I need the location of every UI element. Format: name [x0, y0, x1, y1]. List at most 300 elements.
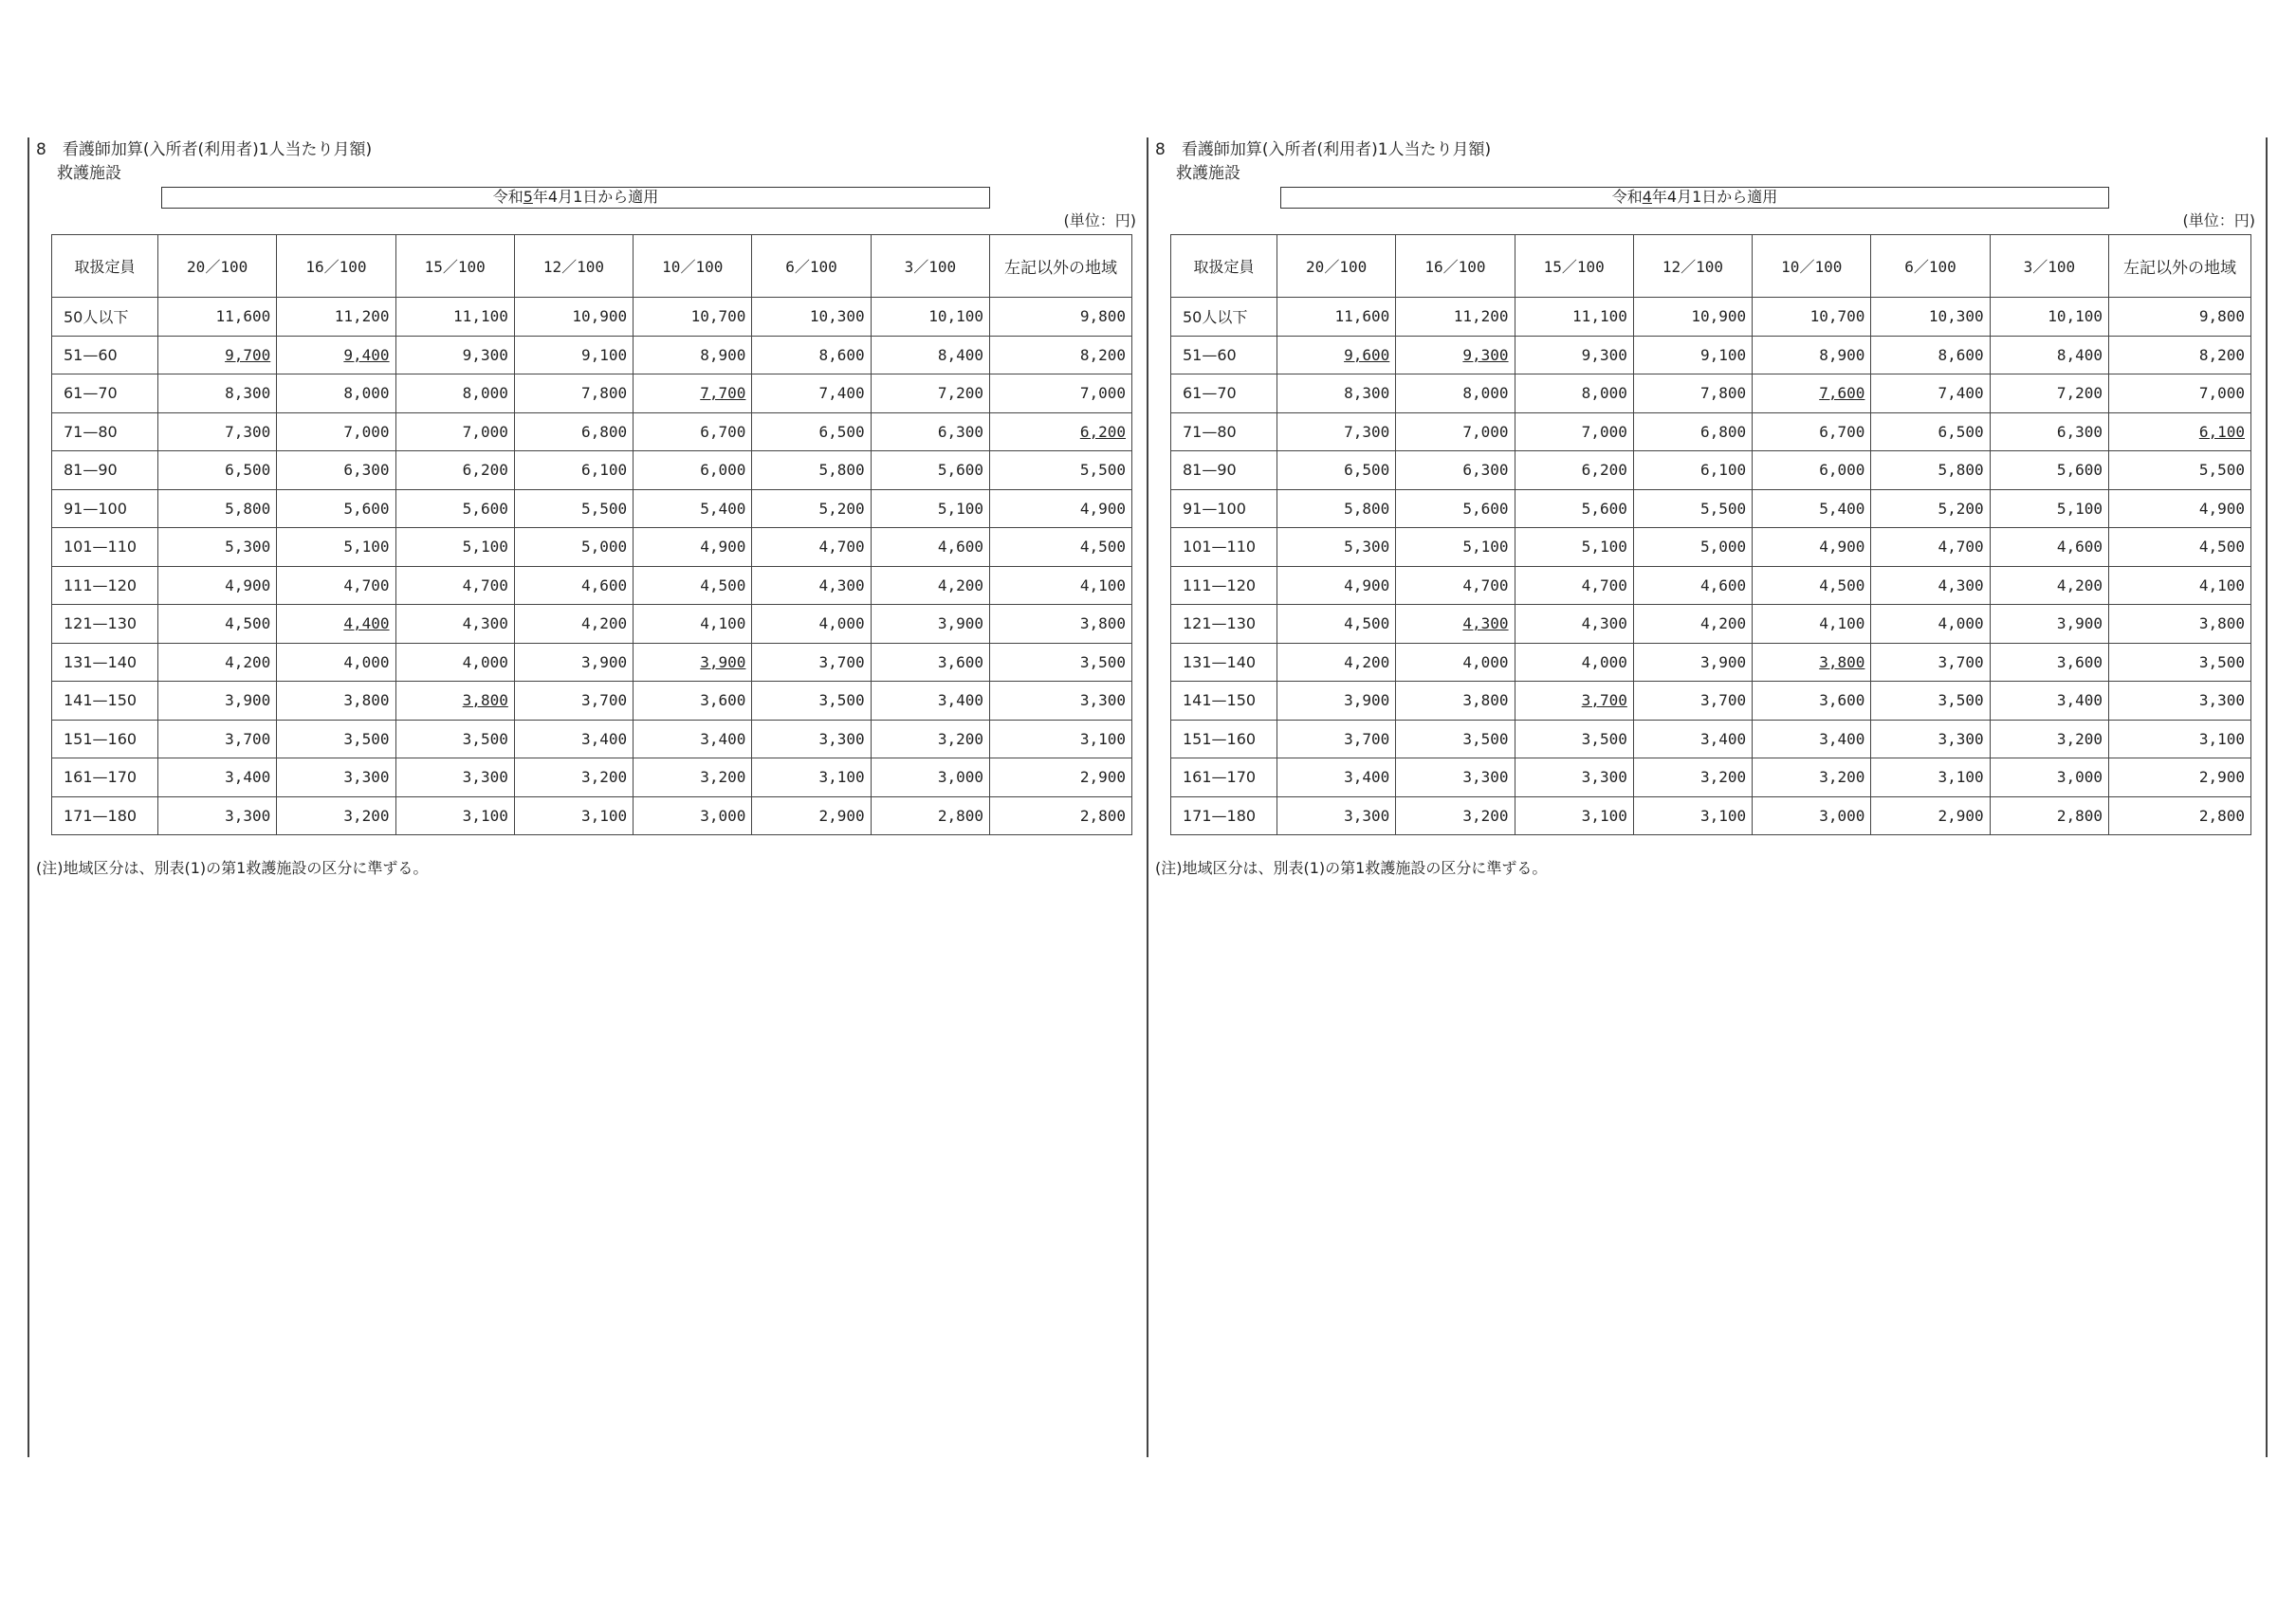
rate-cell: 4,300 — [1515, 605, 1633, 644]
rate-cell: 7,000 — [395, 412, 514, 451]
rate-cell: 4,000 — [752, 605, 871, 644]
rate-cell: 4,100 — [2109, 566, 2251, 605]
rate-cell: 3,700 — [1871, 643, 1990, 682]
rate-cell: 4,000 — [1515, 643, 1633, 682]
rate-cell: 6,800 — [1633, 412, 1752, 451]
rate-cell: 4,100 — [1753, 605, 1871, 644]
rate-cell: 6,300 — [1396, 451, 1515, 490]
rate-cell: 3,100 — [2109, 720, 2251, 758]
rate-cell: 8,600 — [1871, 336, 1990, 374]
rate-cell: 4,000 — [277, 643, 395, 682]
rate-cell: 3,900 — [1633, 643, 1752, 682]
rate-cell: 3,300 — [990, 682, 1132, 721]
rate-cell: 4,500 — [1277, 605, 1396, 644]
rate-cell: 5,500 — [2109, 451, 2251, 490]
rate-cell: 5,200 — [752, 489, 871, 528]
rate-cell: 3,200 — [1990, 720, 2108, 758]
capacity-cell: 51—60 — [52, 336, 158, 374]
rate-cell: 3,500 — [990, 643, 1132, 682]
table-row — [1171, 528, 2251, 567]
rate-cell: 3,200 — [1396, 796, 1515, 835]
rate-cell: 11,200 — [1396, 298, 1515, 337]
rate-cell: 6,300 — [277, 451, 395, 490]
capacity-cell: 50人以下 — [1171, 298, 1277, 337]
rate-cell: 6,200 — [395, 451, 514, 490]
rate-cell — [1277, 336, 1396, 374]
capacity-cell: 141—150 — [1171, 682, 1277, 721]
table-row — [1171, 298, 2251, 337]
rate-cell: 3,400 — [158, 758, 277, 797]
rate-cell: 3,700 — [158, 720, 277, 758]
header-rate-6: 6／100 — [752, 235, 871, 298]
rate-cell: 3,100 — [752, 758, 871, 797]
rate-cell: 4,500 — [1753, 566, 1871, 605]
changed-value: 7,700 — [700, 384, 746, 403]
rate-cell: 3,200 — [277, 796, 395, 835]
rate-cell: 6,700 — [1753, 412, 1871, 451]
rate-cell — [158, 336, 277, 374]
header-rate-5: 10／100 — [634, 235, 752, 298]
rate-cell: 3,000 — [634, 796, 752, 835]
rate-cell: 8,000 — [1515, 374, 1633, 413]
rate-cell: 3,400 — [634, 720, 752, 758]
rate-cell: 7,200 — [1990, 374, 2108, 413]
rate-cell: 4,700 — [277, 566, 395, 605]
rate-cell: 3,400 — [1633, 720, 1752, 758]
rate-cell: 3,800 — [990, 605, 1132, 644]
rate-cell: 10,700 — [634, 298, 752, 337]
rate-cell: 6,100 — [1633, 451, 1752, 490]
rate-cell: 6,500 — [1871, 412, 1990, 451]
rate-cell: 9,800 — [2109, 298, 2251, 337]
panel-previous-rates — [1155, 137, 2255, 877]
table-row — [1171, 758, 2251, 797]
rate-cell: 9,100 — [514, 336, 633, 374]
rate-cell: 4,100 — [634, 605, 752, 644]
rate-cell: 3,200 — [871, 720, 989, 758]
capacity-cell: 91—100 — [52, 489, 158, 528]
right-margin-line — [2266, 137, 2268, 1457]
rate-cell: 4,600 — [1633, 566, 1752, 605]
capacity-cell: 161—170 — [1171, 758, 1277, 797]
capacity-cell: 131—140 — [1171, 643, 1277, 682]
capacity-cell: 151—160 — [52, 720, 158, 758]
rate-cell: 8,200 — [2109, 336, 2251, 374]
rate-cell: 8,400 — [871, 336, 989, 374]
rate-cell: 3,500 — [277, 720, 395, 758]
rate-cell: 5,300 — [158, 528, 277, 567]
rate-cell: 5,200 — [1871, 489, 1990, 528]
rate-cell: 8,900 — [1753, 336, 1871, 374]
capacity-cell: 81—90 — [52, 451, 158, 490]
rate-cell: 4,700 — [395, 566, 514, 605]
capacity-cell: 121—130 — [52, 605, 158, 644]
rate-cell: 8,000 — [1396, 374, 1515, 413]
rate-cell: 5,100 — [395, 528, 514, 567]
table-row — [52, 489, 1132, 528]
rate-cell: 10,700 — [1753, 298, 1871, 337]
left-margin-line — [28, 137, 29, 1457]
rate-cell: 10,900 — [514, 298, 633, 337]
capacity-cell: 51—60 — [1171, 336, 1277, 374]
rate-cell: 7,200 — [871, 374, 989, 413]
header-rate-5: 10／100 — [1753, 235, 1871, 298]
table-row — [52, 566, 1132, 605]
rate-cell: 7,800 — [514, 374, 633, 413]
capacity-cell: 161—170 — [52, 758, 158, 797]
changed-value: 3,900 — [700, 652, 746, 671]
changed-value: 9,700 — [225, 345, 271, 364]
section-heading: 8 看護師加算(入所者(利用者)1人当たり月額) — [36, 140, 373, 159]
rate-cell: 9,100 — [1633, 336, 1752, 374]
rate-cell: 3,500 — [752, 682, 871, 721]
rate-cell: 3,500 — [1871, 682, 1990, 721]
rate-cell: 3,200 — [1633, 758, 1752, 797]
rate-cell: 6,700 — [634, 412, 752, 451]
footnote: (注)地域区分は、別表(1)の第1救護施設の区分に準ずる。 — [1155, 859, 1548, 877]
rate-cell: 3,500 — [395, 720, 514, 758]
rate-cell: 4,500 — [634, 566, 752, 605]
rate-cell: 6,000 — [634, 451, 752, 490]
rate-cell — [990, 412, 1132, 451]
rate-cell: 3,900 — [514, 643, 633, 682]
rate-cell: 2,900 — [752, 796, 871, 835]
rate-cell — [277, 336, 395, 374]
changed-value: 9,600 — [1344, 345, 1390, 364]
header-rate-4: 12／100 — [514, 235, 633, 298]
capacity-cell: 111—120 — [52, 566, 158, 605]
rate-cell: 7,300 — [158, 412, 277, 451]
table-row — [1171, 412, 2251, 451]
header-rate-8: 左記以外の地域 — [990, 235, 1132, 298]
rate-cell: 8,000 — [395, 374, 514, 413]
rate-cell: 3,100 — [990, 720, 1132, 758]
rates-table — [51, 234, 1132, 835]
header-rate-2: 16／100 — [277, 235, 395, 298]
rate-cell: 10,100 — [1990, 298, 2108, 337]
header-row — [52, 235, 1132, 298]
rate-cell: 3,900 — [1990, 605, 2108, 644]
rates-table — [1170, 234, 2251, 835]
rate-cell — [395, 682, 514, 721]
rate-cell: 4,700 — [1515, 566, 1633, 605]
rate-cell: 8,900 — [634, 336, 752, 374]
rate-cell: 5,100 — [1990, 489, 2108, 528]
capacity-cell: 171—180 — [1171, 796, 1277, 835]
rate-cell: 2,800 — [1990, 796, 2108, 835]
facility-label: 救護施設 — [1176, 164, 1240, 183]
rate-cell: 3,100 — [1515, 796, 1633, 835]
capacity-cell: 61—70 — [52, 374, 158, 413]
capacity-cell: 151—160 — [1171, 720, 1277, 758]
capacity-cell: 101—110 — [52, 528, 158, 567]
rate-cell: 4,200 — [158, 643, 277, 682]
rate-cell — [634, 643, 752, 682]
rate-cell: 7,800 — [1633, 374, 1752, 413]
rate-cell: 3,500 — [2109, 643, 2251, 682]
rate-cell: 4,700 — [1396, 566, 1515, 605]
rate-cell — [1753, 374, 1871, 413]
rate-cell: 9,300 — [395, 336, 514, 374]
period-suffix: 年4月1日から適用 — [1651, 188, 1778, 206]
rate-cell: 2,900 — [2109, 758, 2251, 797]
rate-cell: 3,900 — [1277, 682, 1396, 721]
rate-cell: 4,100 — [990, 566, 1132, 605]
rate-cell: 5,500 — [990, 451, 1132, 490]
rate-cell: 4,600 — [514, 566, 633, 605]
header-rate-8: 左記以外の地域 — [2109, 235, 2251, 298]
table-row — [52, 451, 1132, 490]
rate-cell: 5,600 — [395, 489, 514, 528]
capacity-cell: 121—130 — [1171, 605, 1277, 644]
rate-cell: 7,400 — [752, 374, 871, 413]
rate-cell: 6,500 — [158, 451, 277, 490]
rate-cell: 5,100 — [1515, 528, 1633, 567]
rate-cell: 4,000 — [395, 643, 514, 682]
rate-cell: 5,800 — [1277, 489, 1396, 528]
rate-cell: 3,400 — [514, 720, 633, 758]
rate-cell: 3,700 — [1633, 682, 1752, 721]
changed-value: 6,200 — [1079, 422, 1126, 441]
rate-cell: 10,300 — [1871, 298, 1990, 337]
rate-cell: 10,100 — [871, 298, 989, 337]
effective-period-box — [161, 187, 990, 209]
rate-cell: 3,200 — [514, 758, 633, 797]
rate-cell: 8,200 — [990, 336, 1132, 374]
rate-cell: 3,600 — [1753, 682, 1871, 721]
rate-cell: 4,300 — [395, 605, 514, 644]
capacity-cell: 141—150 — [52, 682, 158, 721]
period-prefix: 令和 — [1611, 188, 1643, 206]
rate-cell: 4,300 — [752, 566, 871, 605]
rate-cell: 3,300 — [1871, 720, 1990, 758]
rate-cell: 4,900 — [158, 566, 277, 605]
rate-cell: 4,200 — [1277, 643, 1396, 682]
capacity-cell: 50人以下 — [52, 298, 158, 337]
rate-cell: 6,300 — [871, 412, 989, 451]
header-capacity: 取扱定員 — [52, 235, 158, 298]
table-row — [1171, 643, 2251, 682]
rate-cell: 5,500 — [514, 489, 633, 528]
rate-cell: 2,900 — [990, 758, 1132, 797]
rate-cell: 5,100 — [871, 489, 989, 528]
rate-cell: 3,900 — [871, 605, 989, 644]
rate-cell: 7,000 — [277, 412, 395, 451]
rate-cell: 7,000 — [2109, 374, 2251, 413]
table-row — [52, 682, 1132, 721]
table-row — [52, 374, 1132, 413]
rate-cell: 3,700 — [752, 643, 871, 682]
rate-cell: 3,700 — [1277, 720, 1396, 758]
rate-cell: 6,200 — [1515, 451, 1633, 490]
header-rate-2: 16／100 — [1396, 235, 1515, 298]
table-row — [52, 720, 1132, 758]
rate-cell: 3,200 — [1753, 758, 1871, 797]
changed-value: 6,100 — [2198, 422, 2245, 441]
rate-cell: 6,000 — [1753, 451, 1871, 490]
rate-cell: 5,800 — [1871, 451, 1990, 490]
effective-period-box — [1280, 187, 2109, 209]
rate-cell: 5,000 — [1633, 528, 1752, 567]
header-capacity: 取扱定員 — [1171, 235, 1277, 298]
capacity-cell: 71—80 — [52, 412, 158, 451]
table-row — [52, 605, 1132, 644]
rate-cell: 11,100 — [395, 298, 514, 337]
center-divider-line — [1147, 137, 1148, 1457]
rate-cell: 3,300 — [395, 758, 514, 797]
rate-cell: 3,800 — [2109, 605, 2251, 644]
rate-cell — [277, 605, 395, 644]
changed-value: 4,400 — [343, 614, 390, 633]
table-row — [1171, 451, 2251, 490]
capacity-cell: 71—80 — [1171, 412, 1277, 451]
period-suffix: 年4月1日から適用 — [532, 188, 659, 206]
period-era-year: 4 — [1642, 188, 1652, 206]
rate-cell: 5,600 — [1396, 489, 1515, 528]
rate-cell — [1515, 682, 1633, 721]
rate-cell: 4,600 — [1990, 528, 2108, 567]
footnote: (注)地域区分は、別表(1)の第1救護施設の区分に準ずる。 — [36, 859, 429, 877]
rate-cell: 6,800 — [514, 412, 633, 451]
rate-cell: 2,800 — [871, 796, 989, 835]
table-row — [1171, 605, 2251, 644]
rate-cell: 5,300 — [1277, 528, 1396, 567]
rate-cell: 3,300 — [158, 796, 277, 835]
rate-cell: 3,400 — [1990, 682, 2108, 721]
rate-cell: 3,700 — [514, 682, 633, 721]
rate-cell: 4,600 — [871, 528, 989, 567]
table-row — [1171, 720, 2251, 758]
rate-cell: 3,100 — [1633, 796, 1752, 835]
changed-value: 9,400 — [343, 345, 390, 364]
rate-cell — [2109, 412, 2251, 451]
rate-cell: 3,500 — [1396, 720, 1515, 758]
rate-cell: 3,300 — [1277, 796, 1396, 835]
rate-cell: 7,000 — [1515, 412, 1633, 451]
rate-cell: 4,200 — [1990, 566, 2108, 605]
rate-cell: 4,500 — [158, 605, 277, 644]
rate-cell: 3,800 — [1396, 682, 1515, 721]
rate-cell: 5,600 — [1990, 451, 2108, 490]
changed-value: 3,700 — [1581, 691, 1627, 710]
table-row — [1171, 374, 2251, 413]
rate-cell — [1396, 336, 1515, 374]
table-row — [52, 528, 1132, 567]
rate-cell: 6,500 — [1277, 451, 1396, 490]
rate-cell: 3,400 — [871, 682, 989, 721]
table-row — [1171, 489, 2251, 528]
header-rate-3: 15／100 — [1515, 235, 1633, 298]
rate-cell: 3,300 — [752, 720, 871, 758]
table-row — [52, 643, 1132, 682]
rate-cell: 6,500 — [752, 412, 871, 451]
changed-value: 3,800 — [1819, 652, 1865, 671]
rate-cell: 4,900 — [990, 489, 1132, 528]
header-rate-3: 15／100 — [395, 235, 514, 298]
rate-cell: 4,700 — [1871, 528, 1990, 567]
table-row — [1171, 682, 2251, 721]
capacity-cell: 111—120 — [1171, 566, 1277, 605]
rate-cell: 5,600 — [1515, 489, 1633, 528]
rate-cell: 3,600 — [1990, 643, 2108, 682]
header-rate-4: 12／100 — [1633, 235, 1752, 298]
rate-cell: 3,400 — [1277, 758, 1396, 797]
rate-cell: 3,600 — [871, 643, 989, 682]
rate-cell: 4,900 — [2109, 489, 2251, 528]
rate-cell: 5,800 — [158, 489, 277, 528]
header-rate-6: 6／100 — [1871, 235, 1990, 298]
capacity-cell: 101—110 — [1171, 528, 1277, 567]
header-rate-7: 3／100 — [1990, 235, 2108, 298]
changed-value: 3,800 — [462, 691, 508, 710]
capacity-cell: 81—90 — [1171, 451, 1277, 490]
rate-cell: 4,000 — [1396, 643, 1515, 682]
rate-cell: 9,300 — [1515, 336, 1633, 374]
rate-cell: 10,300 — [752, 298, 871, 337]
rate-cell: 6,100 — [514, 451, 633, 490]
header-row — [1171, 235, 2251, 298]
rate-cell: 4,000 — [1871, 605, 1990, 644]
rate-cell: 3,100 — [514, 796, 633, 835]
rate-cell: 2,900 — [1871, 796, 1990, 835]
rate-cell — [1396, 605, 1515, 644]
unit-label: (単位：円) — [2182, 211, 2255, 229]
rate-cell: 3,200 — [634, 758, 752, 797]
rate-cell: 2,800 — [990, 796, 1132, 835]
table-row — [1171, 336, 2251, 374]
rate-cell — [634, 374, 752, 413]
changed-value: 7,600 — [1819, 384, 1865, 403]
header-rate-7: 3／100 — [871, 235, 989, 298]
rate-cell: 11,600 — [158, 298, 277, 337]
capacity-cell: 171—180 — [52, 796, 158, 835]
rate-cell — [1753, 643, 1871, 682]
rate-cell: 3,600 — [634, 682, 752, 721]
table-row — [52, 412, 1132, 451]
rate-cell: 4,900 — [1277, 566, 1396, 605]
rate-cell: 3,300 — [1515, 758, 1633, 797]
changed-value: 9,300 — [1462, 345, 1509, 364]
period-prefix: 令和 — [492, 188, 523, 206]
rate-cell: 5,100 — [1396, 528, 1515, 567]
rate-cell: 7,400 — [1871, 374, 1990, 413]
rate-cell: 3,300 — [277, 758, 395, 797]
rate-cell: 8,600 — [752, 336, 871, 374]
table-row — [1171, 796, 2251, 835]
rate-cell: 4,500 — [990, 528, 1132, 567]
rate-cell: 8,300 — [1277, 374, 1396, 413]
rate-cell: 8,300 — [158, 374, 277, 413]
rate-cell: 4,200 — [1633, 605, 1752, 644]
rate-cell: 9,800 — [990, 298, 1132, 337]
rate-cell: 5,100 — [277, 528, 395, 567]
capacity-cell: 131—140 — [52, 643, 158, 682]
rate-cell: 7,000 — [990, 374, 1132, 413]
rate-cell: 11,200 — [277, 298, 395, 337]
rate-cell: 3,800 — [277, 682, 395, 721]
table-row — [1171, 566, 2251, 605]
rate-cell: 11,100 — [1515, 298, 1633, 337]
rate-cell: 4,200 — [871, 566, 989, 605]
rate-cell: 2,800 — [2109, 796, 2251, 835]
rate-cell: 3,400 — [1753, 720, 1871, 758]
capacity-cell: 91—100 — [1171, 489, 1277, 528]
rate-cell: 3,100 — [1871, 758, 1990, 797]
rate-cell: 3,000 — [871, 758, 989, 797]
rate-cell: 3,100 — [395, 796, 514, 835]
rate-cell: 11,600 — [1277, 298, 1396, 337]
rate-cell: 5,400 — [634, 489, 752, 528]
